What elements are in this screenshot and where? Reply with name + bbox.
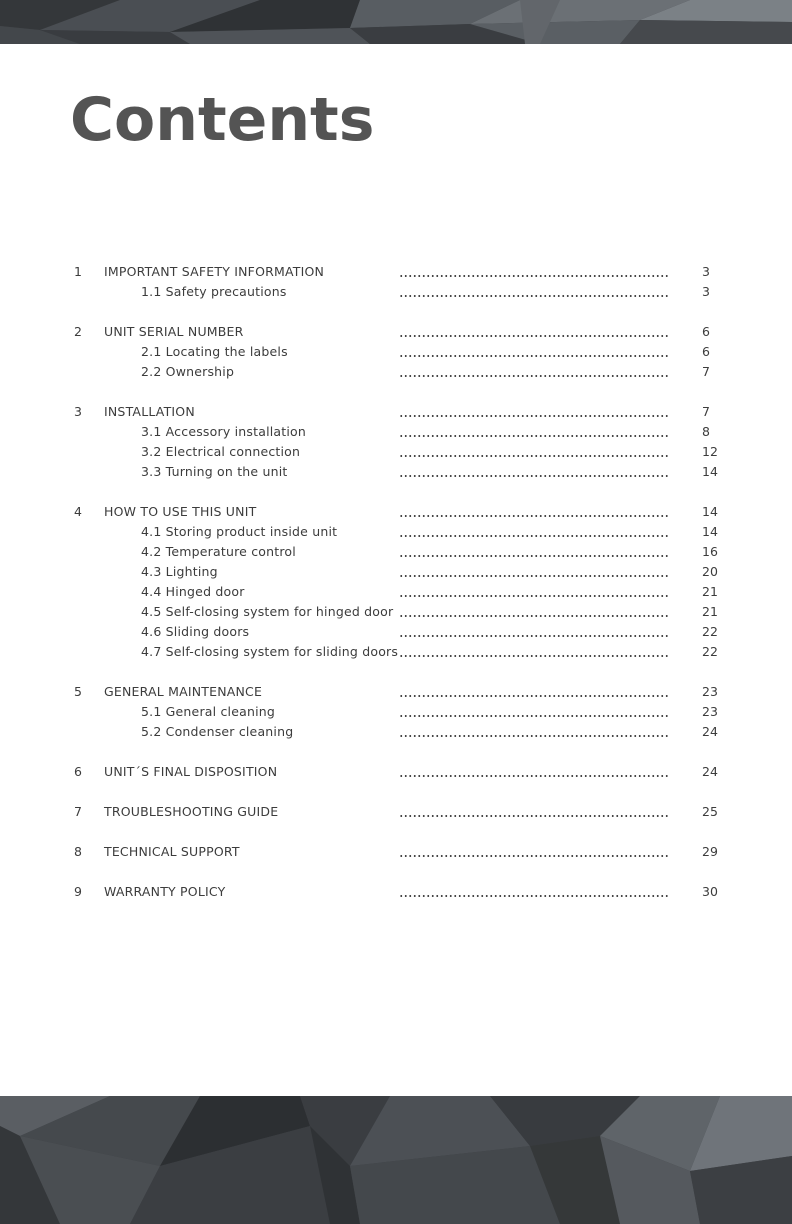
page-title: Contents [70,85,375,155]
toc-entry-3-2[interactable] [0,442,792,462]
toc-entry-4-4[interactable] [0,582,792,602]
bottom-polygon-pattern [0,1096,792,1224]
dot-leader [399,555,670,557]
toc-entry-4-3[interactable] [0,562,792,582]
toc-entry-label: 5.2 Condenser cleaning [141,724,294,739]
toc-entry-label: 4.6 Sliding doors [141,624,250,639]
toc-page-number: 25 [702,804,718,819]
dot-leader [399,595,670,597]
toc-entry-4-7[interactable] [0,642,792,662]
toc-entry-3[interactable] [0,402,792,422]
toc-entry-2-1[interactable] [0,342,792,362]
toc-entry-8[interactable] [0,842,792,862]
dot-leader [399,295,670,297]
toc-entry-label: UNIT´S FINAL DISPOSITION [104,764,278,779]
toc-entry-1[interactable] [0,262,792,282]
toc-page-number: 22 [702,624,718,639]
toc-section-number: 3 [74,404,82,419]
toc-entry-label: WARRANTY POLICY [104,884,226,899]
toc-entry-4[interactable] [0,502,792,522]
toc-page-number: 20 [702,564,718,579]
dot-leader [399,715,670,717]
toc-page-number: 21 [702,584,718,599]
toc-entry-label: 4.4 Hinged door [141,584,245,599]
toc-section-number: 1 [74,264,82,279]
dot-leader [399,535,670,537]
toc-entry-7[interactable] [0,802,792,822]
bottom-decorative-band [0,1096,792,1224]
toc-section-number: 8 [74,844,82,859]
toc-section-number: 7 [74,804,82,819]
toc-entry-label: 5.1 General cleaning [141,704,276,719]
toc-section-number: 4 [74,504,82,519]
dot-leader [399,455,670,457]
toc-entry-label: 3.2 Electrical connection [141,444,301,459]
toc-page-number: 30 [702,884,718,899]
toc-page-number: 23 [702,704,718,719]
toc-entry-9[interactable] [0,882,792,902]
dot-leader [399,435,670,437]
dot-leader [399,775,670,777]
toc-page-number: 24 [702,764,718,779]
toc-page-number: 7 [702,364,710,379]
toc-page-number: 3 [702,284,710,299]
dot-leader [399,615,670,617]
dot-leader [399,815,670,817]
toc-page-number: 22 [702,644,718,659]
toc-entry-4-1[interactable] [0,522,792,542]
toc-entry-3-3[interactable] [0,462,792,482]
toc-page-number: 3 [702,264,710,279]
dot-leader [399,355,670,357]
toc-section-number: 9 [74,884,82,899]
toc-page-number: 29 [702,844,718,859]
toc-entry-label: INSTALLATION [104,404,195,419]
toc-entry-label: 4.7 Self-closing system for sliding doors [141,644,399,659]
toc-page-number: 12 [702,444,718,459]
toc-page-number: 21 [702,604,718,619]
toc-entry-label: UNIT SERIAL NUMBER [104,324,244,339]
toc-page-number: 6 [702,344,710,359]
toc-entry-label: IMPORTANT SAFETY INFORMATION [104,264,325,279]
toc-page-number: 6 [702,324,710,339]
dot-leader [399,515,670,517]
toc-page-number: 23 [702,684,718,699]
dot-leader [399,895,670,897]
toc-entry-1-1[interactable] [0,282,792,302]
toc-entry-4-2[interactable] [0,542,792,562]
toc-page-number: 7 [702,404,710,419]
dot-leader [399,475,670,477]
toc-entry-label: TECHNICAL SUPPORT [104,844,240,859]
toc-entry-label: 1.1 Safety precautions [141,284,287,299]
dot-leader [399,695,670,697]
toc-entry-label: TROUBLESHOOTING GUIDE [104,804,279,819]
toc-entry-5-1[interactable] [0,702,792,722]
dot-leader [399,855,670,857]
dot-leader [399,735,670,737]
toc-page-number: 14 [702,504,718,519]
toc-entry-2[interactable] [0,322,792,342]
toc-entry-4-6[interactable] [0,622,792,642]
toc-page-number: 8 [702,424,710,439]
toc-section-number: 6 [74,764,82,779]
dot-leader [399,415,670,417]
top-decorative-band [0,0,792,44]
toc-entry-label: 4.2 Temperature control [141,544,296,559]
toc-entry-label: 3.1 Accessory installation [141,424,307,439]
toc-section-number: 5 [74,684,82,699]
toc-entry-label: HOW TO USE THIS UNIT [104,504,257,519]
toc-entry-4-5[interactable] [0,602,792,622]
toc-entry-5-2[interactable] [0,722,792,742]
toc-entry-label: 2.2 Ownership [141,364,235,379]
toc-entry-label: 4.3 Lighting [141,564,218,579]
toc-entry-2-2[interactable] [0,362,792,382]
toc-page-number: 24 [702,724,718,739]
toc-entry-label: GENERAL MAINTENANCE [104,684,263,699]
toc-entry-label: 2.1 Locating the labels [141,344,288,359]
toc-entry-label: 4.1 Storing product inside unit [141,524,338,539]
dot-leader [399,375,670,377]
toc-section-number: 2 [74,324,82,339]
dot-leader [399,275,670,277]
dot-leader [399,575,670,577]
dot-leader [399,335,670,337]
toc-page-number: 14 [702,464,718,479]
toc-entry-label: 3.3 Turning on the unit [141,464,288,479]
toc-entry-label: 4.5 Self-closing system for hinged door [141,604,394,619]
toc-page-number: 14 [702,524,718,539]
toc-entry-6[interactable] [0,762,792,782]
top-polygon-pattern [0,0,792,44]
dot-leader [399,655,670,657]
toc-page-number: 16 [702,544,718,559]
toc-entry-3-1[interactable] [0,422,792,442]
dot-leader [399,635,670,637]
toc-entry-5[interactable] [0,682,792,702]
